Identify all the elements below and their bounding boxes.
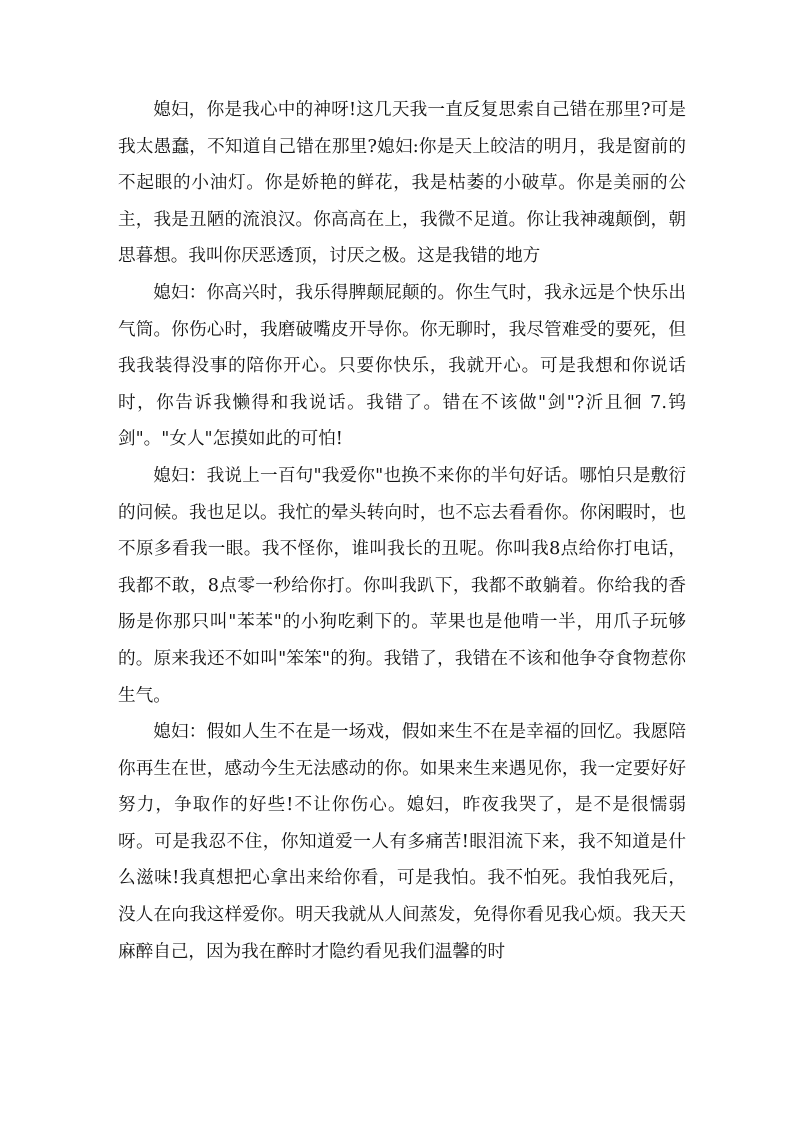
paragraph: 媳妇：你高兴时，我乐得脾颠屁颠的。你生气时，我永远是个快乐出气筒。你伤心时，我磨破嘴皮开导你。你无聊时，我尽管难受的要死，但我我装得没事的陪你开心。只要你快乐，我就开心。可是我想和你说话时，你告诉我懒得和我说话。我错了。错在不该做"剑"?沂且徊 7.钨剑"。"女人"怎摸如此的可怕! — [118, 282, 686, 450]
paragraph: 媳妇，你是我心中的神呀!这几天我一直反复思索自己错在那里?可是我太愚蠢，不知道自己错在那里?媳妇:你是天上皎洁的明月，我是窗前的不起眼的小油灯。你是娇艳的鲜花，我是枯萎的小破草。你是美丽的公主，我是丑陋的流浪汉。你高高在上，我微不足道。你让我神魂颠倒，朝思暮想。我叫你厌恶透顶，讨厌之极。这是我错的地方 — [118, 100, 686, 267]
document-body — [118, 92, 686, 970]
paragraph: 媳妇：我说上一百句"我爱你"也换不来你的半句好话。哪怕只是敷衍的问候。我也足以。我忙的晕头转向时，也不忘去看看你。你闲暇时，也不原多看我一眼。我不怪你，谁叫我长的丑呢。你叫我8点给你打电话，我都不敢，8点零一秒给你打。你叫我趴下，我都不敢躺着。你给我的香肠是你那只叫"苯苯"的小狗吃剩下的。苹果也是他啃一半，用爪子玩够的。原来我还不如叫"笨笨"的狗。我错了，我错在不该和他争夺食物惹你生气。 — [118, 465, 686, 706]
paragraph: 媳妇：假如人生不在是一场戏，假如来生不在是幸福的回忆。我愿陪你再生在世，感动今生无法感动的你。如果来生来遇见你，我一定要好好努力，争取作的好些!不让你伤心。媳妇，昨夜我哭了，是不是很懦弱呀。可是我忍不住，你知道爱一人有多痛苦!眼泪流下来，我不知道是什么滋味!我真想把心拿出来给你看，可是我怕。我不怕死。我怕我死后，没人在向我这样爱你。明天我就从人间蒸发，免得你看见我心烦。我天天麻醉自己，因为我在醉时才隐约看见我们温馨的时 — [118, 722, 686, 962]
